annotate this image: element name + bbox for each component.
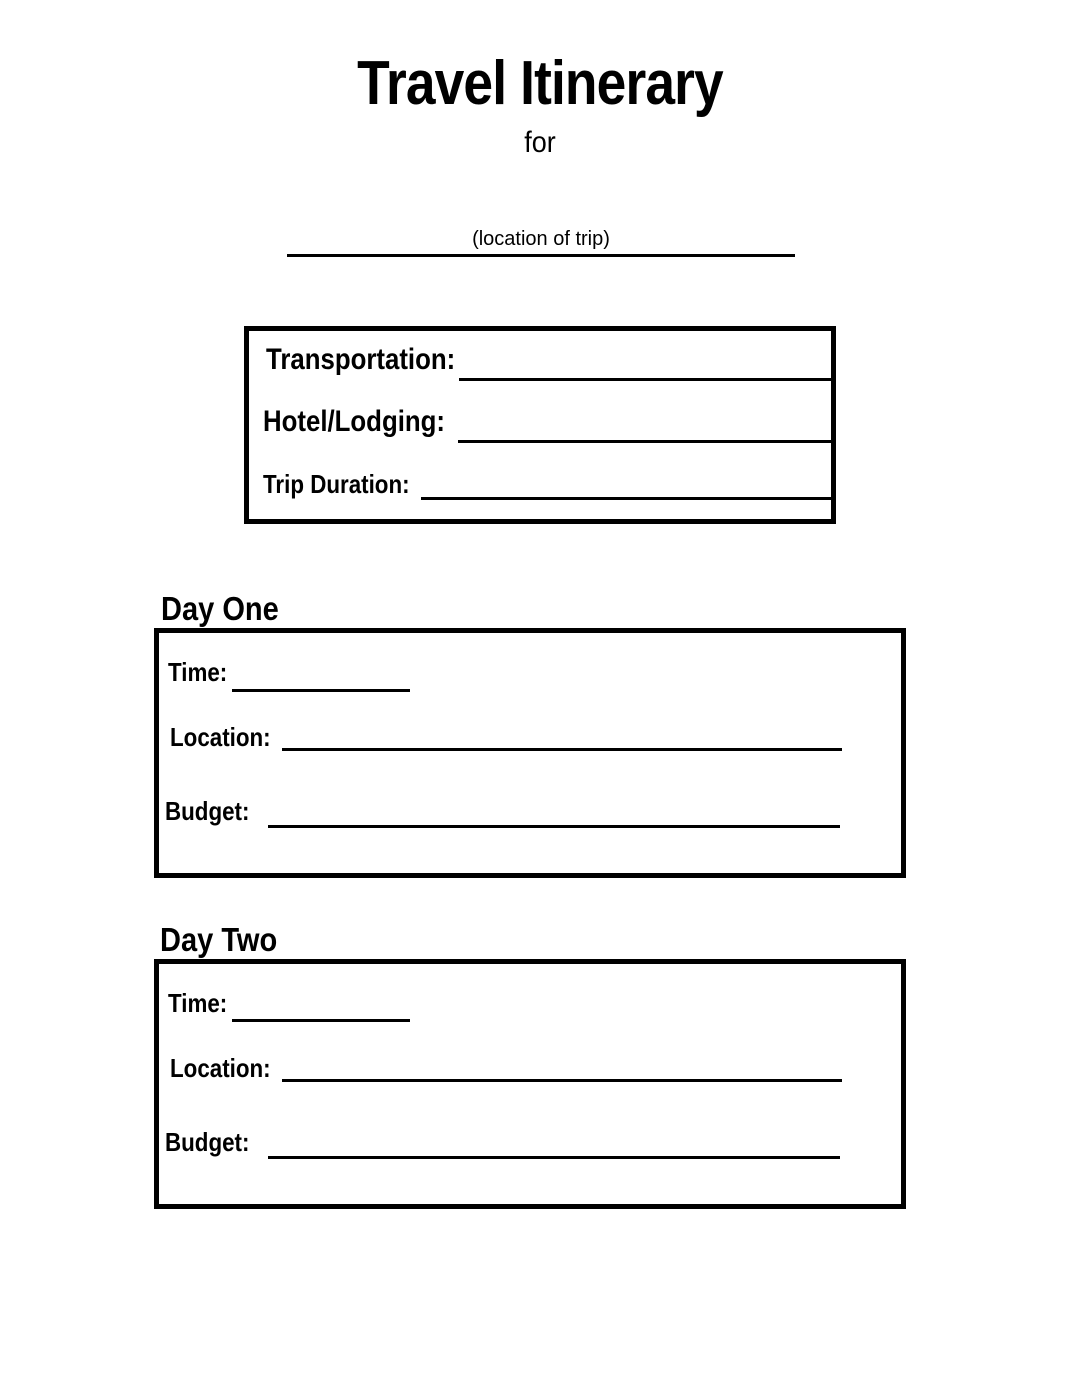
day-two-time-field-line[interactable] — [232, 1019, 410, 1022]
day-one-time-field-line[interactable] — [232, 689, 410, 692]
trip-duration-label: Trip Duration: — [263, 469, 410, 499]
transportation-label: Transportation: — [266, 343, 456, 376]
day-two-location-field-line[interactable] — [282, 1079, 842, 1082]
day-one-time-label: Time: — [168, 657, 228, 687]
day-one-budget-field-line[interactable] — [268, 825, 840, 828]
day-two-heading: Day Two — [160, 921, 278, 958]
lodging-label: Hotel/Lodging: — [263, 405, 445, 438]
transportation-field-line[interactable] — [459, 378, 831, 381]
day-one-heading: Day One — [161, 590, 279, 627]
location-hint-text: (location of trip) — [472, 228, 610, 250]
location-input-line[interactable] — [287, 254, 795, 257]
day-one-box — [154, 628, 906, 878]
lodging-field-line[interactable] — [458, 440, 831, 443]
day-two-budget-field-line[interactable] — [268, 1156, 840, 1159]
day-one-budget-label: Budget: — [165, 796, 250, 826]
day-two-location-label: Location: — [170, 1053, 271, 1083]
trip-duration-field-line[interactable] — [421, 497, 831, 500]
day-one-location-field-line[interactable] — [282, 748, 842, 751]
page-title: Travel Itinerary — [357, 49, 723, 118]
location-hint — [287, 228, 795, 251]
day-two-time-label: Time: — [168, 988, 228, 1018]
day-one-location-label: Location: — [170, 722, 271, 752]
day-two-box — [154, 959, 906, 1209]
day-two-budget-label: Budget: — [165, 1127, 250, 1157]
page-subtitle: for — [524, 126, 556, 159]
